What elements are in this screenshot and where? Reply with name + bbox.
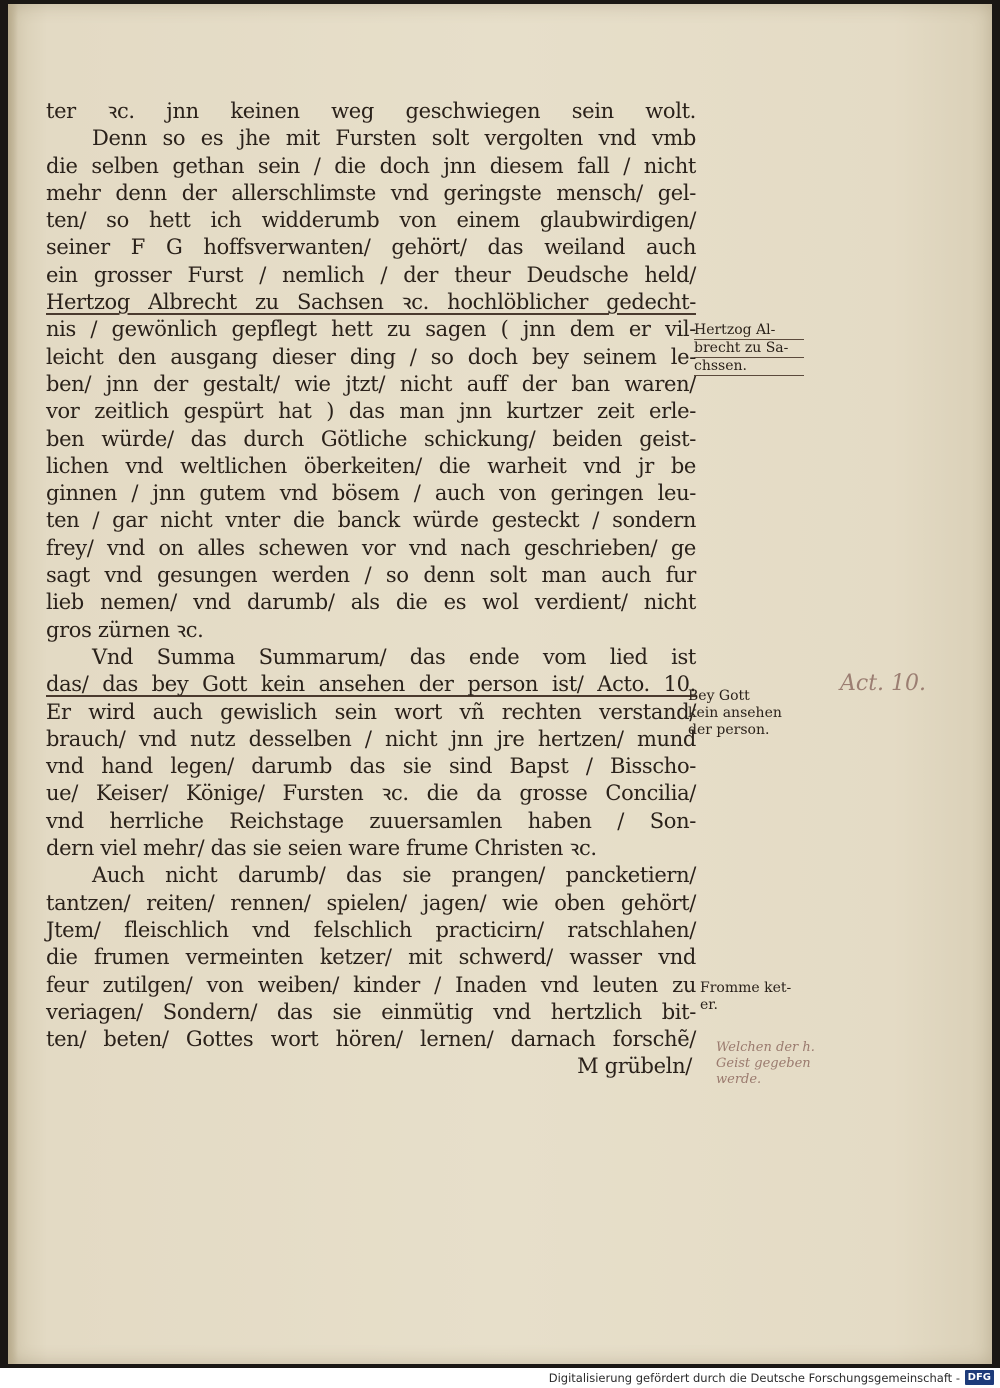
handwritten-line: werde.: [716, 1072, 762, 1087]
margin-note-hertzog-albrecht: [694, 322, 804, 376]
text-line: ter ꝛc. jnn keinen weg geschwiegen sein wolt.: [46, 99, 696, 123]
text-line: brauch/ vnd nutz desselben / nicht jnn jre hertzen/ mund: [46, 726, 696, 751]
text-line: ten / gar nicht vnter die banck würde gesteckt / sondern: [46, 508, 696, 533]
text-line: ginnen / jnn gutem vnd bösem / auch von geringen leu-: [46, 481, 696, 506]
text-line: ten/ so hett ich widderumb von einem glaubwirdigen/: [46, 208, 696, 233]
margin-note-line: der person.: [688, 722, 770, 738]
text-line: nis / gewönlich gepflegt hett zu sagen ( jnn dem er vil-: [46, 317, 696, 342]
handwritten-line: Geist gegeben: [716, 1056, 811, 1071]
handwritten-annotation-act: Act. 10.: [840, 671, 927, 696]
text-line: sagt vnd gesungen werden / so denn solt man auch fur: [46, 563, 696, 588]
handwritten-line: Welchen der h.: [716, 1040, 815, 1055]
catchword-line: M grübeln/: [577, 1054, 692, 1079]
text-line: mehr denn der allerschlimste vnd geringste mensch/ gel-: [46, 180, 696, 205]
text-line: ein grosser Furst / nemlich / der theur Deudsche held/: [46, 262, 696, 287]
text-line: lieb nemen/ vnd darumb/ als die es wol verdient/ nicht: [46, 590, 696, 615]
dfg-credit-text: Digitalisierung gefördert durch die Deutsche Forschungsgemeinschaft -: [548, 1371, 960, 1385]
margin-note-bey-gott: [688, 688, 798, 739]
margin-note-line: Fromme ket-: [700, 980, 792, 996]
text-line: leicht den ausgang dieser ding / so doch bey seinem le-: [46, 344, 696, 369]
text-line: Jtem/ fleischlich vnd felschlich practicirn/ ratschlahen/: [46, 917, 696, 942]
text-line: Er wird auch gewislich sein wort vñ rechten verstand/: [46, 699, 696, 724]
margin-note-line: Bey Gott: [688, 688, 750, 704]
margin-note-line: er.: [700, 997, 718, 1013]
text-line: vnd hand legen/ darumb das sie sind Bapst / Bisscho-: [46, 754, 696, 779]
text-line: lichen vnd weltlichen öberkeiten/ die warheit vnd jr be: [46, 453, 696, 478]
text-line: Denn so es jhe mit Fursten solt vergolten vnd vmb: [92, 126, 696, 151]
text-line: dern viel mehr/ das sie seien ware frume Christen ꝛc.: [46, 836, 597, 861]
text-line: ben würde/ das durch Götliche schickung/ beiden geist-: [46, 426, 696, 451]
text-line: tantzen/ reiten/ rennen/ spielen/ jagen/ wie oben gehört/: [46, 890, 696, 915]
text-line: vor zeitlich gespürt hat ) das man jnn kurtzer zeit erle-: [46, 399, 696, 424]
body-text: [46, 98, 696, 1081]
margin-note-line: Hertzog Al-: [694, 322, 804, 340]
dfg-logo: DFG: [965, 1370, 994, 1385]
text-line: veriagen/ Sondern/ das sie einmütig vnd hertzlich bit-: [46, 999, 696, 1024]
text-line: ten/ beten/ Gottes wort hören/ lernen/ darnach forschẽ/: [46, 1027, 696, 1052]
handwritten-annotation-welchen: [716, 1040, 896, 1088]
text-line: feur zutilgen/ von weiben/ kinder / Inaden vnd leuten zu: [46, 972, 696, 997]
text-line-underlined: das/ das bey Gott kein ansehen der person ist/ Acto. 10.: [46, 672, 696, 697]
margin-note-fromme-ketzer: [700, 980, 810, 1014]
text-line: ben/ jnn der gestalt/ wie jtzt/ nicht auff der ban waren/: [46, 371, 696, 396]
margin-note-line: kein ansehen: [688, 705, 782, 721]
text-line: die selben gethan sein / die doch jnn diesem fall / nicht: [46, 153, 696, 178]
text-line-underlined: Hertzog Albrecht zu Sachsen ꝛc. hochlöblicher gedecht-: [46, 290, 696, 315]
margin-note-line: chssen.: [694, 358, 804, 376]
text-line: seiner F G hoffsverwanten/ gehört/ das weiland auch: [46, 235, 696, 260]
page-gutter-shadow: [8, 4, 18, 1364]
footer-bar: [0, 1368, 1000, 1388]
text-line: die frumen vermeinten ketzer/ mit schwerd/ wasser vnd: [46, 945, 696, 970]
text-line: Auch nicht darumb/ das sie prangen/ pancketiern/: [92, 863, 696, 888]
text-line: gros zürnen ꝛc.: [46, 617, 204, 642]
text-line: vnd herrliche Reichstage zuuersamlen haben / Son-: [46, 808, 696, 833]
margin-note-line: brecht zu Sa-: [694, 340, 804, 358]
text-line: frey/ vnd on alles schewen vor vnd nach geschrieben/ ge: [46, 535, 696, 560]
text-line: ue/ Keiser/ Könige/ Fursten ꝛc. die da grosse Concilia/: [46, 781, 696, 806]
text-line: Vnd Summa Summarum/ das ende vom lied ist: [92, 644, 696, 669]
